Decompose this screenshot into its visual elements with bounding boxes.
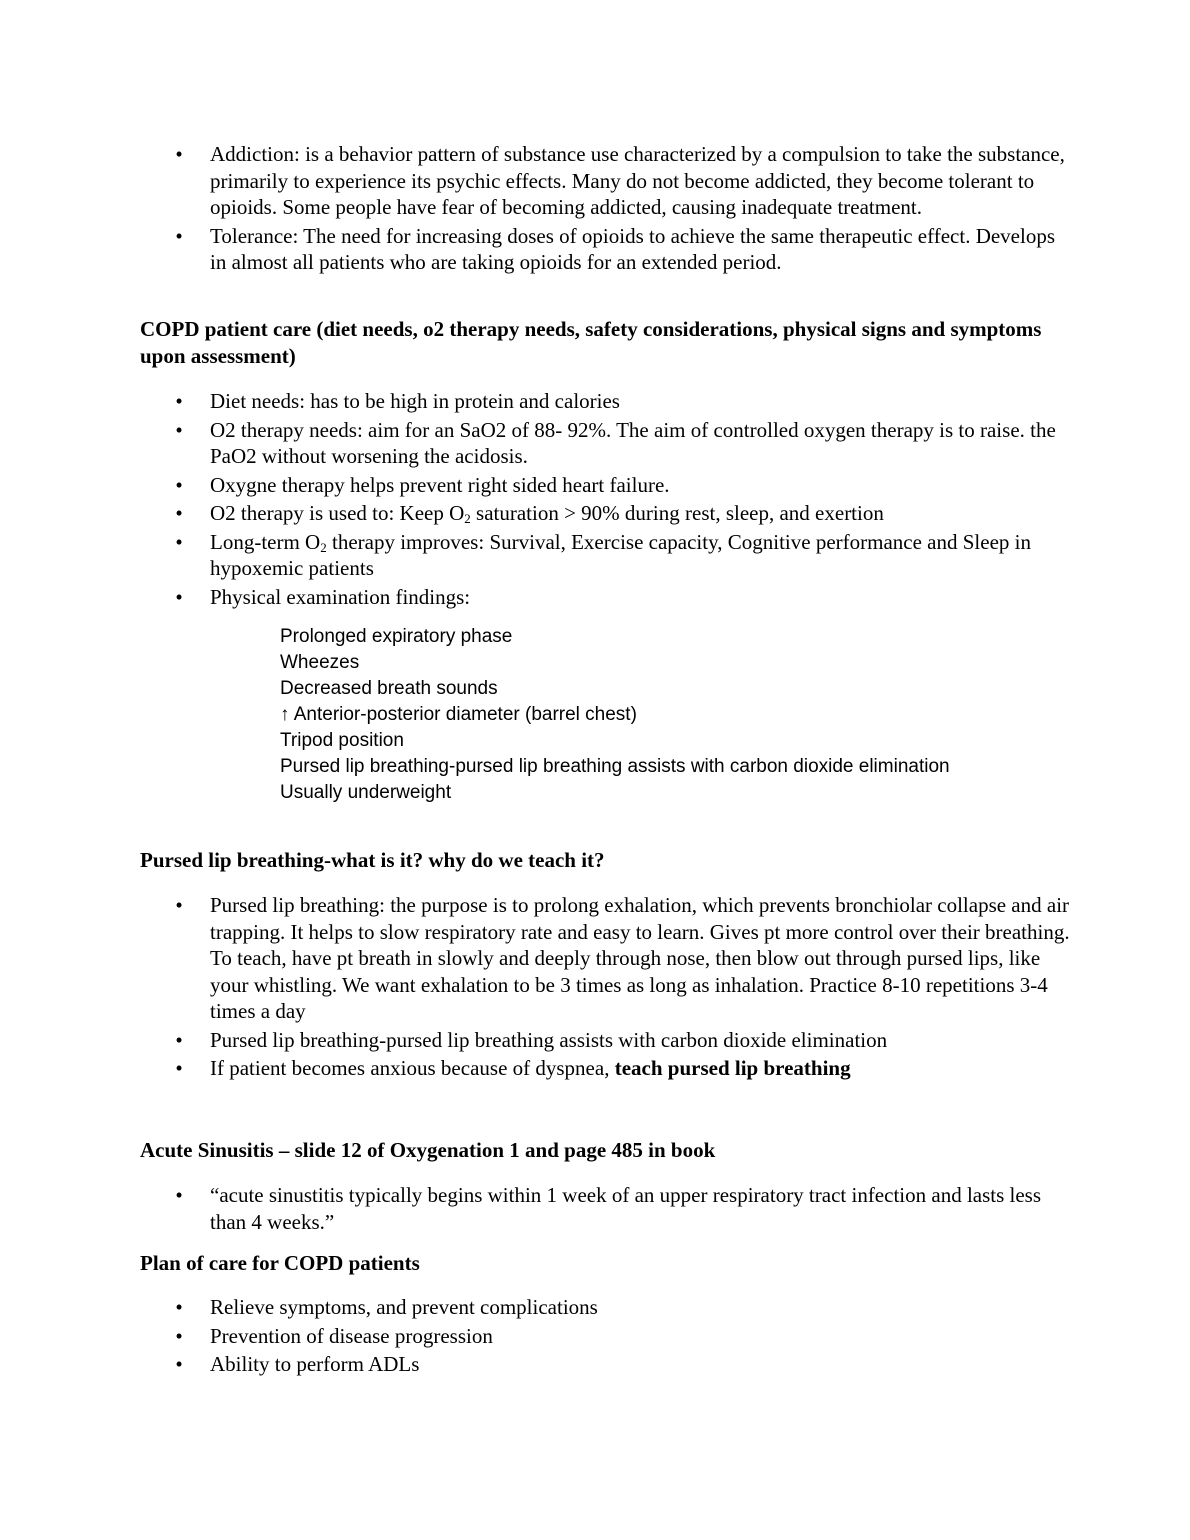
list-item [0, 223, 1190, 276]
text-run: O2 therapy is used to: Keep O [210, 501, 465, 525]
bullet-icon: • [175, 893, 183, 917]
list-item [0, 1323, 1190, 1350]
list-item [0, 417, 1190, 470]
list-item-text: Relieve symptoms, and prevent complications [210, 1295, 598, 1319]
bullet-icon: • [175, 1027, 183, 1052]
bullet-list [0, 1294, 1190, 1378]
physical-findings-list [280, 624, 950, 806]
copd-care-section [0, 388, 1190, 610]
finding-item: Tripod position [280, 730, 404, 751]
list-item [0, 388, 1190, 415]
text-run: therapy improves: Survival, Exercise capacity, Cognitive performance and Sleep in hypoxemic patients [210, 529, 1031, 580]
list-item-text: Ability to perform ADLs [210, 1352, 420, 1376]
bullet-icon: • [175, 223, 183, 248]
list-item [0, 1027, 1190, 1054]
section-heading-plan-of-care: Plan of care for COPD patients [140, 1251, 420, 1275]
bullet-icon: • [175, 1352, 183, 1376]
plan-of-care-section [0, 1294, 1190, 1378]
list-item-text: Oxygne therapy helps prevent right sided heart failure. [210, 472, 670, 497]
list-item [0, 892, 1190, 1025]
list-item [0, 500, 1190, 527]
bullet-list [0, 892, 1190, 1082]
list-item-text [210, 501, 884, 525]
list-item [0, 1055, 1190, 1082]
text-run: Long-term O [210, 529, 321, 554]
bullet-list [0, 388, 1190, 610]
section-heading-copd-care: COPD patient care (diet needs, o2 therapy needs, safety considerations, physical signs and symptoms upon assessment) [140, 317, 1042, 368]
bullet-icon: • [175, 529, 183, 554]
bullet-icon: • [175, 472, 183, 497]
list-item [0, 1351, 1190, 1378]
bullet-icon: • [175, 142, 183, 166]
list-item-text: Pursed lip breathing-pursed lip breathing assists with carbon dioxide elimination [210, 1027, 888, 1052]
list-item-text [210, 1056, 851, 1080]
finding-item: Wheezes [280, 652, 360, 673]
list-item-text: Tolerance: The need for increasing doses of opioids to achieve the same therapeutic effect. Develops in almost all patients who are taking opioids for an extended period. [210, 223, 1056, 274]
list-item [0, 584, 1190, 611]
bullet-icon: • [175, 389, 183, 413]
text-run: saturation > 90% during rest, sleep, and exertion [470, 501, 884, 525]
list-item [0, 529, 1190, 582]
bullet-icon: • [175, 584, 183, 609]
finding-item: Decreased breath sounds [280, 678, 498, 699]
list-item [0, 1182, 1190, 1235]
pursed-lip-section [0, 892, 1190, 1082]
list-item-text: O2 therapy needs: aim for an SaO2 of 88- 92%. The aim of controlled oxygen therapy is to raise. the PaO2 without worsening the acidosis. [210, 417, 1056, 468]
finding-item: Pursed lip breathing-pursed lip breathing assists with carbon dioxide elimination [280, 756, 950, 777]
bullet-icon: • [175, 1323, 183, 1348]
finding-item: Usually underweight [280, 782, 452, 803]
bullet-icon: • [175, 417, 183, 442]
text-run: If patient becomes anxious because of dyspnea, [210, 1056, 615, 1080]
list-item [0, 472, 1190, 499]
list-item-text: “acute sinustitis typically begins within 1 week of an upper respiratory tract infection and lasts less than 4 weeks.” [210, 1183, 1042, 1234]
bullet-list [0, 141, 1190, 276]
list-item-text [210, 530, 1031, 581]
section-heading-sinusitis: Acute Sinusitis – slide 12 of Oxygenation 1 and page 485 in book [140, 1138, 716, 1162]
bullet-icon: • [175, 1056, 183, 1080]
finding-item: Prolonged expiratory phase [280, 626, 513, 647]
list-item-text: Addiction: is a behavior pattern of substance use characterized by a compulsion to take the substance, primarily to experience its psychic effects. Many do not become addicted, they become tolerant to opioids. Some people have fear of becoming addicted, causing inadequate treatment. [210, 142, 1065, 219]
list-item-text: Diet needs: has to be high in protein and calories [210, 389, 620, 413]
bold-text: teach pursed lip breathing [614, 1056, 851, 1080]
subscript: 2 [464, 511, 471, 526]
bullet-icon: • [175, 1295, 183, 1319]
subscript: 2 [320, 539, 327, 555]
list-item [0, 141, 1190, 221]
addiction-tolerance-section [0, 141, 1190, 276]
bullet-list [0, 1182, 1190, 1235]
list-item [0, 1294, 1190, 1321]
bullet-icon: • [175, 501, 183, 525]
finding-item: ↑ Anterior-posterior diameter (barrel chest) [280, 704, 637, 725]
list-item-text: Physical examination findings: [210, 584, 471, 609]
list-item-text: Pursed lip breathing: the purpose is to prolong exhalation, which prevents bronchiolar collapse and air trapping. It helps to slow respiratory rate and easy to learn. Gives pt more control over their breathing. To teach, have pt breath in slowly and deeply through nose, then blow out through pursed lips, like your whistling. We want exhalation to be 3 times as long as inhalation. Practice 8-10 repetitions 3-4 times a day [210, 893, 1070, 1023]
bullet-icon: • [175, 1183, 183, 1207]
section-heading-pursed-lip: Pursed lip breathing-what is it? why do we teach it? [140, 848, 605, 872]
sinusitis-section [0, 1182, 1190, 1235]
list-item-text: Prevention of disease progression [210, 1323, 493, 1348]
